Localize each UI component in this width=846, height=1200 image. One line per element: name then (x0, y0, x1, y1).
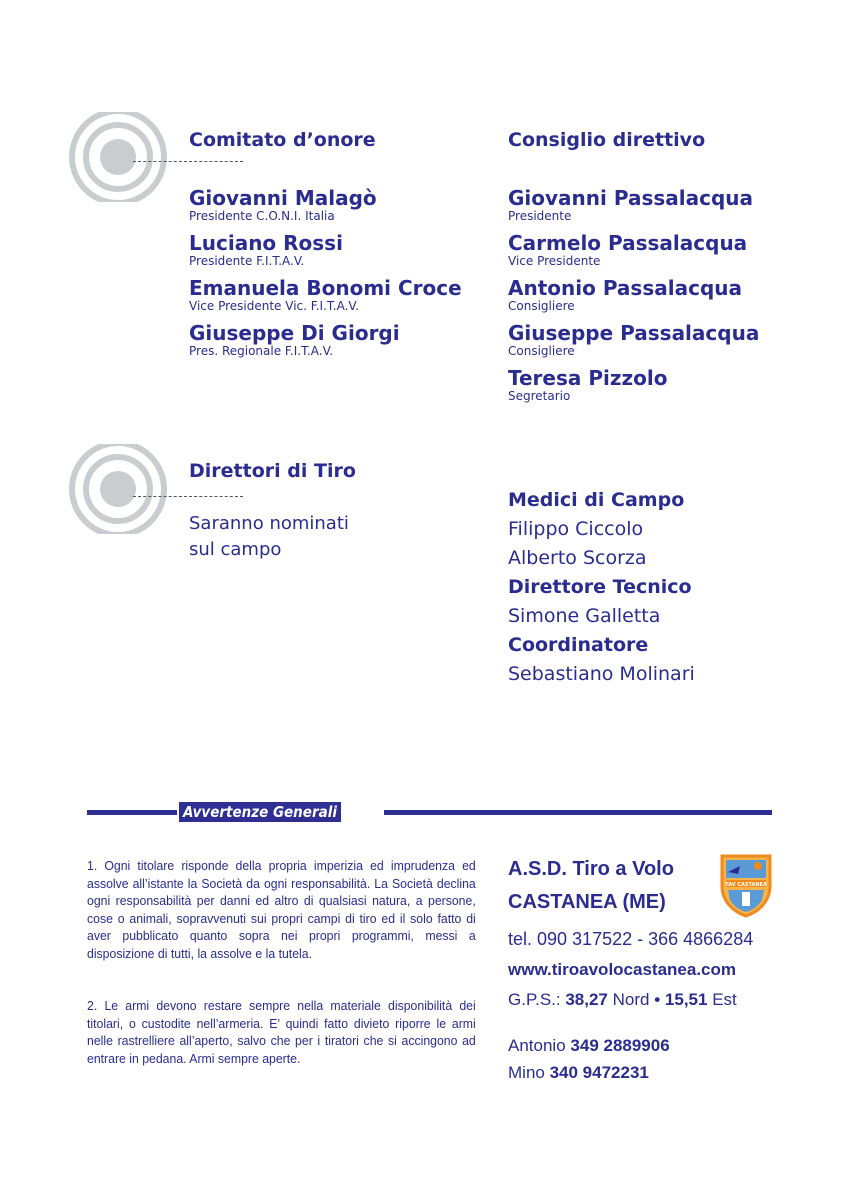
section-title-direttori: Direttori di Tiro (189, 460, 356, 482)
club-logo (718, 852, 774, 918)
tecnico-title: Direttore Tecnico (508, 576, 692, 598)
section-title-comitato: Comitato d’onore (189, 129, 376, 151)
avvertenze-paragraph-2: 2. Le armi devono restare sempre nella materiale disponibilità dei titolari, o custodite nell’armeria. E’ quindi fatto divieto riporre le armi nelle rastrelliere all’aperto, salvo che per i tiratori che si accingono ad entrare in pedana. Armi sempre aperte. (87, 998, 476, 1066)
consiglio-list (508, 187, 759, 403)
member-role: Presidente (508, 209, 572, 223)
member-role: Vice Presidente (508, 254, 601, 268)
member-name: Giuseppe Di Giorgi (189, 321, 400, 345)
target-icon (68, 112, 168, 202)
gps-lat-dir: Nord (612, 990, 650, 1009)
contact-name: Antonio (508, 1036, 566, 1055)
gps-lon: 15,51 (664, 990, 708, 1009)
contact-name: Mino (508, 1063, 545, 1082)
org-name: A.S.D. Tiro a Volo (508, 858, 674, 880)
divider (133, 161, 243, 162)
direttori-text-2: sul campo (189, 539, 282, 560)
contact-phone: 340 9472231 (549, 1063, 649, 1082)
member-name: Carmelo Passalacqua (508, 231, 748, 255)
member-name: Antonio Passalacqua (508, 276, 742, 300)
staff-block (508, 486, 695, 689)
member-role: Consigliere (508, 299, 575, 313)
section-title-consiglio: Consiglio direttivo (508, 129, 706, 151)
gps-lon-dir: Est (712, 990, 737, 1009)
direttori-text-1: Saranno nominati (189, 513, 349, 534)
medici-title: Medici di Campo (508, 489, 685, 511)
member-name: Giovanni Passalacqua (508, 186, 754, 210)
gps-label: G.P.S.: (508, 990, 561, 1009)
member-name: Giovanni Malagò (189, 186, 377, 210)
contact-mino (508, 1063, 649, 1083)
contact-phone: 349 2889906 (570, 1036, 670, 1055)
member-role: Presidente F.I.T.A.V. (189, 254, 305, 268)
svg-text:TAV CASTANEA: TAV CASTANEA (725, 882, 767, 888)
gps-lat: 38,27 (565, 990, 608, 1009)
member-role: Presidente C.O.N.I. Italia (189, 209, 335, 223)
member-name: Giuseppe Passalacqua (508, 321, 760, 345)
website-link[interactable]: www.tiroavolocastanea.com (508, 960, 736, 979)
medico-name: Filippo Ciccolo (508, 518, 644, 540)
medico-name: Alberto Scorza (508, 547, 647, 569)
org-city: CASTANEA (ME) (508, 891, 666, 913)
gps-line (508, 990, 737, 1010)
avvertenze-paragraph-1: 1. Ogni titolare risponde della propria imperizia ed imprudenza ed assolve all’istante la Società da ogni responsabilità. La Società declina ogni responsabilità per danni ed altro di qualsiasi natura, a persone, cose o animali, sopravvenuti sui propri campi di tiro ed il solo fatto di aver pubblicato quanto sopra nei propri programmi, messi a disposizione di tutti, la assolve e la tutela. (87, 858, 476, 961)
tecnico-name: Simone Galletta (508, 605, 661, 627)
comitato-list (189, 187, 462, 358)
member-role: Segretario (508, 389, 571, 403)
avvertenze-title: Avvertenze Generali (179, 802, 341, 822)
target-icon (68, 444, 168, 534)
phone-line: tel. 090 317522 - 366 4866284 (508, 929, 754, 949)
coord-name: Sebastiano Molinari (508, 663, 695, 685)
avvertenze-bar-left (87, 810, 177, 815)
member-role: Vice Presidente Vic. F.I.T.A.V. (189, 299, 359, 313)
member-name: Emanuela Bonomi Croce (189, 276, 462, 300)
member-name: Luciano Rossi (189, 231, 343, 255)
coord-title: Coordinatore (508, 634, 649, 656)
divider (133, 496, 243, 497)
member-name: Teresa Pizzolo (508, 366, 668, 390)
gps-separator: • (654, 990, 661, 1009)
member-role: Pres. Regionale F.I.T.A.V. (189, 344, 334, 358)
contact-antonio (508, 1036, 670, 1056)
avvertenze-bar-right (384, 810, 772, 815)
member-role: Consigliere (508, 344, 575, 358)
